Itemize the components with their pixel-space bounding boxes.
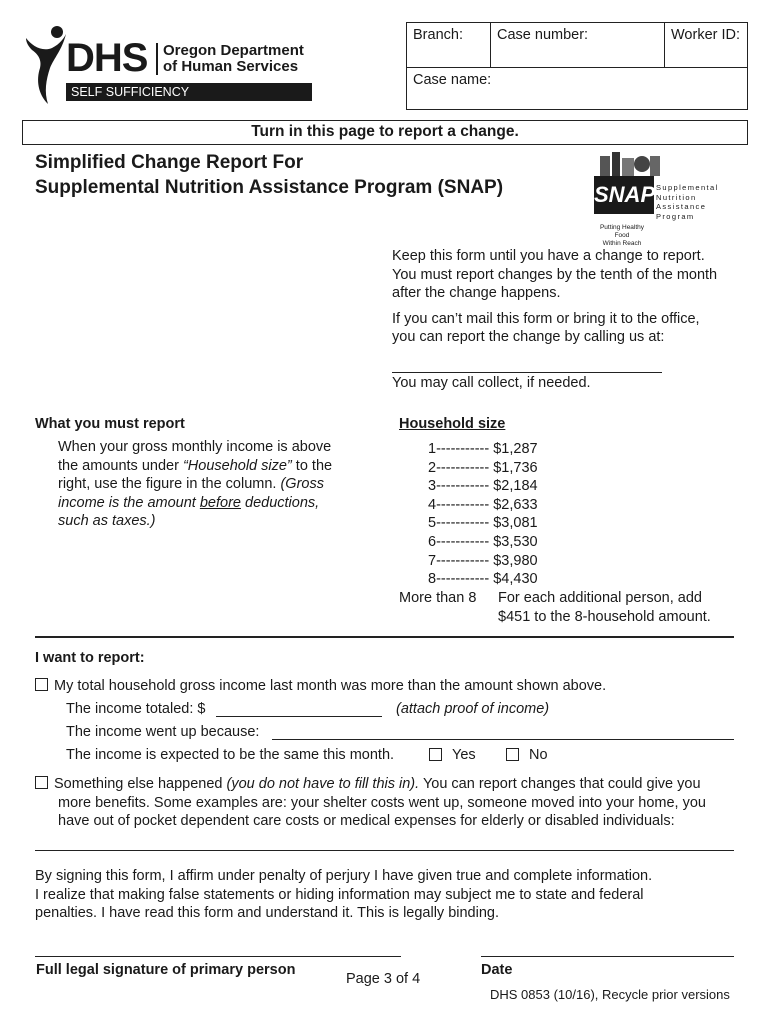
went-up-input[interactable]: [272, 739, 734, 740]
something-else-line2: more benefits. Some examples are: your shelter costs went up, someone moved into your home, you: [58, 794, 706, 811]
household-dashes: -----------: [436, 533, 490, 550]
logo-divider: [156, 43, 158, 75]
something-else-text: [54, 775, 706, 831]
else-a: Something else happened: [54, 776, 227, 792]
household-dashes: -----------: [436, 552, 490, 569]
household-amount: $2,633: [493, 496, 538, 513]
form-title-line2: Supplemental Nutrition Assistance Program (SNAP): [35, 177, 504, 198]
snap-word-3: Assistance: [656, 202, 707, 211]
instructions-line3: after the change happens.: [392, 285, 561, 302]
what-report-line4a: income is the amount: [58, 494, 200, 511]
report-heading: I want to report:: [35, 650, 145, 666]
instructions: [392, 247, 717, 347]
more-line1: For each additional person, add: [498, 590, 702, 606]
household-row: [428, 440, 728, 459]
what-report-line5: such as taxes.): [58, 513, 156, 530]
affirmation-line2: I realize that making false statements or hiding information may subject me to state and federal: [35, 886, 644, 903]
household-size: 5: [428, 515, 437, 532]
household-dashes: -----------: [436, 515, 490, 532]
household-size: 1: [428, 441, 437, 457]
case-number-field[interactable]: [491, 23, 665, 68]
household-size: 2: [428, 459, 437, 476]
agency-name-line2: of Human Services: [163, 58, 299, 75]
instructions-line2: You must report changes by the tenth of the month: [392, 266, 718, 283]
something-else-line1: [54, 775, 706, 794]
yes-checkbox[interactable]: [429, 748, 442, 761]
no-checkbox[interactable]: [506, 748, 519, 761]
household-amount: $1,287: [493, 441, 538, 457]
grocery-bag-icon: [596, 150, 662, 176]
form-title: [35, 150, 503, 200]
what-report-line3: [58, 475, 332, 494]
affirmation: [35, 867, 652, 923]
snap-tagline: [592, 224, 652, 248]
form-title-line1: Simplified Change Report For: [35, 152, 304, 173]
same-month-label: The income is expected to be the same this month.: [66, 747, 395, 763]
household-row: [428, 552, 728, 571]
turn-in-banner: Turn in this page to report a change.: [22, 120, 748, 145]
household-size: 8: [428, 571, 437, 588]
signature-label: Full legal signature of primary person: [36, 962, 296, 978]
collect-note: You may call collect, if needed.: [392, 375, 591, 391]
income-totaled-label: The income totaled: $: [66, 701, 206, 717]
snap-word-1: Supplemental: [656, 183, 719, 192]
agency-name-line1: Oregon Department: [163, 42, 304, 59]
household-row: [428, 514, 728, 533]
snap-tagline-line1: Putting Healthy Food: [599, 224, 645, 239]
program-bar: SELF SUFFICIENCY: [66, 83, 312, 101]
section-divider: [35, 636, 734, 638]
what-report-line1: When your gross monthly income is above: [58, 439, 332, 455]
what-report-line3b: (Gross: [280, 476, 324, 493]
what-report-line4: [58, 494, 332, 513]
what-report-line4c: deductions,: [240, 494, 320, 511]
more-than-8-text: [498, 589, 711, 626]
household-size: 6: [428, 533, 437, 550]
household-size: 3: [428, 478, 437, 495]
snap-wordmark: SNAP: [594, 176, 654, 214]
affirmation-line3: penalties. I have read this form and understand it. This is legally binding.: [35, 905, 499, 922]
instructions-line4: If you can’t mail this form or bring it to the office,: [392, 310, 700, 327]
household-dashes: -----------: [436, 441, 490, 457]
dhs-figure-logo-icon: [24, 24, 68, 106]
household-table: [428, 440, 728, 589]
what-report-heading: What you must report: [35, 416, 185, 432]
instructions-line5: you can report the change by calling us at:: [392, 329, 665, 346]
worker-id-field[interactable]: [665, 23, 747, 68]
what-report-line4b: before: [199, 494, 241, 511]
what-report-line3a: right, use the figure in the column.: [58, 476, 281, 493]
household-size: 4: [428, 496, 437, 513]
yes-label: Yes: [452, 747, 476, 763]
branch-field[interactable]: [407, 23, 491, 68]
household-row: [428, 570, 728, 589]
household-dashes: -----------: [436, 571, 490, 588]
case-name-label: Case name:: [413, 72, 492, 88]
more-line2: $451 to the 8-household amount.: [498, 608, 711, 625]
agency-name: [163, 43, 304, 75]
snap-logo: [592, 150, 722, 247]
attach-proof-note: (attach proof of income): [396, 701, 550, 717]
household-amount: $3,081: [493, 515, 538, 532]
what-report-text: [58, 438, 332, 531]
what-report-line2: [58, 457, 332, 476]
household-amount: $1,736: [493, 459, 538, 476]
household-row: [428, 496, 728, 515]
branch-label: Branch:: [413, 27, 463, 43]
something-else-line3: have out of pocket dependent care costs or medical expenses for elderly or disabled individuals:: [58, 813, 675, 830]
snap-word-4: Program: [656, 211, 695, 221]
household-amount: $3,980: [493, 552, 538, 569]
something-else-checkbox[interactable]: [35, 776, 48, 789]
case-number-label: Case number:: [497, 27, 589, 43]
form-id: DHS 0853 (10/16), Recycle prior versions: [490, 987, 730, 1002]
snap-tagline-line2: Within Reach: [602, 240, 642, 247]
instructions-line1: Keep this form until you have a change to report.: [392, 248, 705, 264]
income-change-checkbox[interactable]: [35, 678, 48, 691]
page-number: Page 3 of 4: [346, 971, 421, 987]
income-change-label: My total household gross income last month was more than the amount shown above.: [54, 678, 607, 694]
household-dashes: -----------: [436, 459, 490, 476]
income-totaled-input[interactable]: [216, 716, 382, 717]
no-label: No: [529, 747, 548, 763]
what-report-line2b: “Household size”: [182, 457, 292, 474]
household-row: [428, 533, 728, 552]
agency-abbrev: DHS: [66, 36, 148, 80]
went-up-label: The income went up because:: [66, 724, 260, 740]
something-else-input[interactable]: [35, 850, 734, 851]
household-row: [428, 477, 728, 496]
snap-full-name: [656, 183, 719, 221]
phone-number-line[interactable]: [392, 372, 662, 373]
case-info-box: [406, 22, 748, 110]
household-amount: $2,184: [493, 478, 538, 495]
household-amount: $4,430: [493, 571, 538, 588]
date-line[interactable]: [481, 956, 734, 957]
snap-word-2: Nutrition: [656, 192, 697, 202]
case-name-field[interactable]: [407, 68, 747, 109]
household-heading: Household size: [399, 416, 506, 432]
more-than-8-label: More than 8: [399, 590, 477, 606]
else-c: You can report changes that could give you: [419, 776, 701, 792]
household-size: 7: [428, 552, 437, 569]
what-report-line2a: the amounts under: [58, 457, 183, 474]
what-report-line2c: to the: [291, 457, 333, 474]
household-amount: $3,530: [493, 533, 538, 550]
signature-line[interactable]: [35, 956, 401, 957]
household-dashes: -----------: [436, 478, 490, 495]
worker-id-label: Worker ID:: [671, 27, 741, 43]
date-label: Date: [481, 962, 513, 978]
household-dashes: -----------: [436, 496, 490, 513]
household-row: [428, 459, 728, 478]
affirmation-line1: By signing this form, I affirm under penalty of perjury I have given true and complete information.: [35, 868, 653, 884]
else-b: (you do not have to fill this in).: [226, 776, 420, 792]
